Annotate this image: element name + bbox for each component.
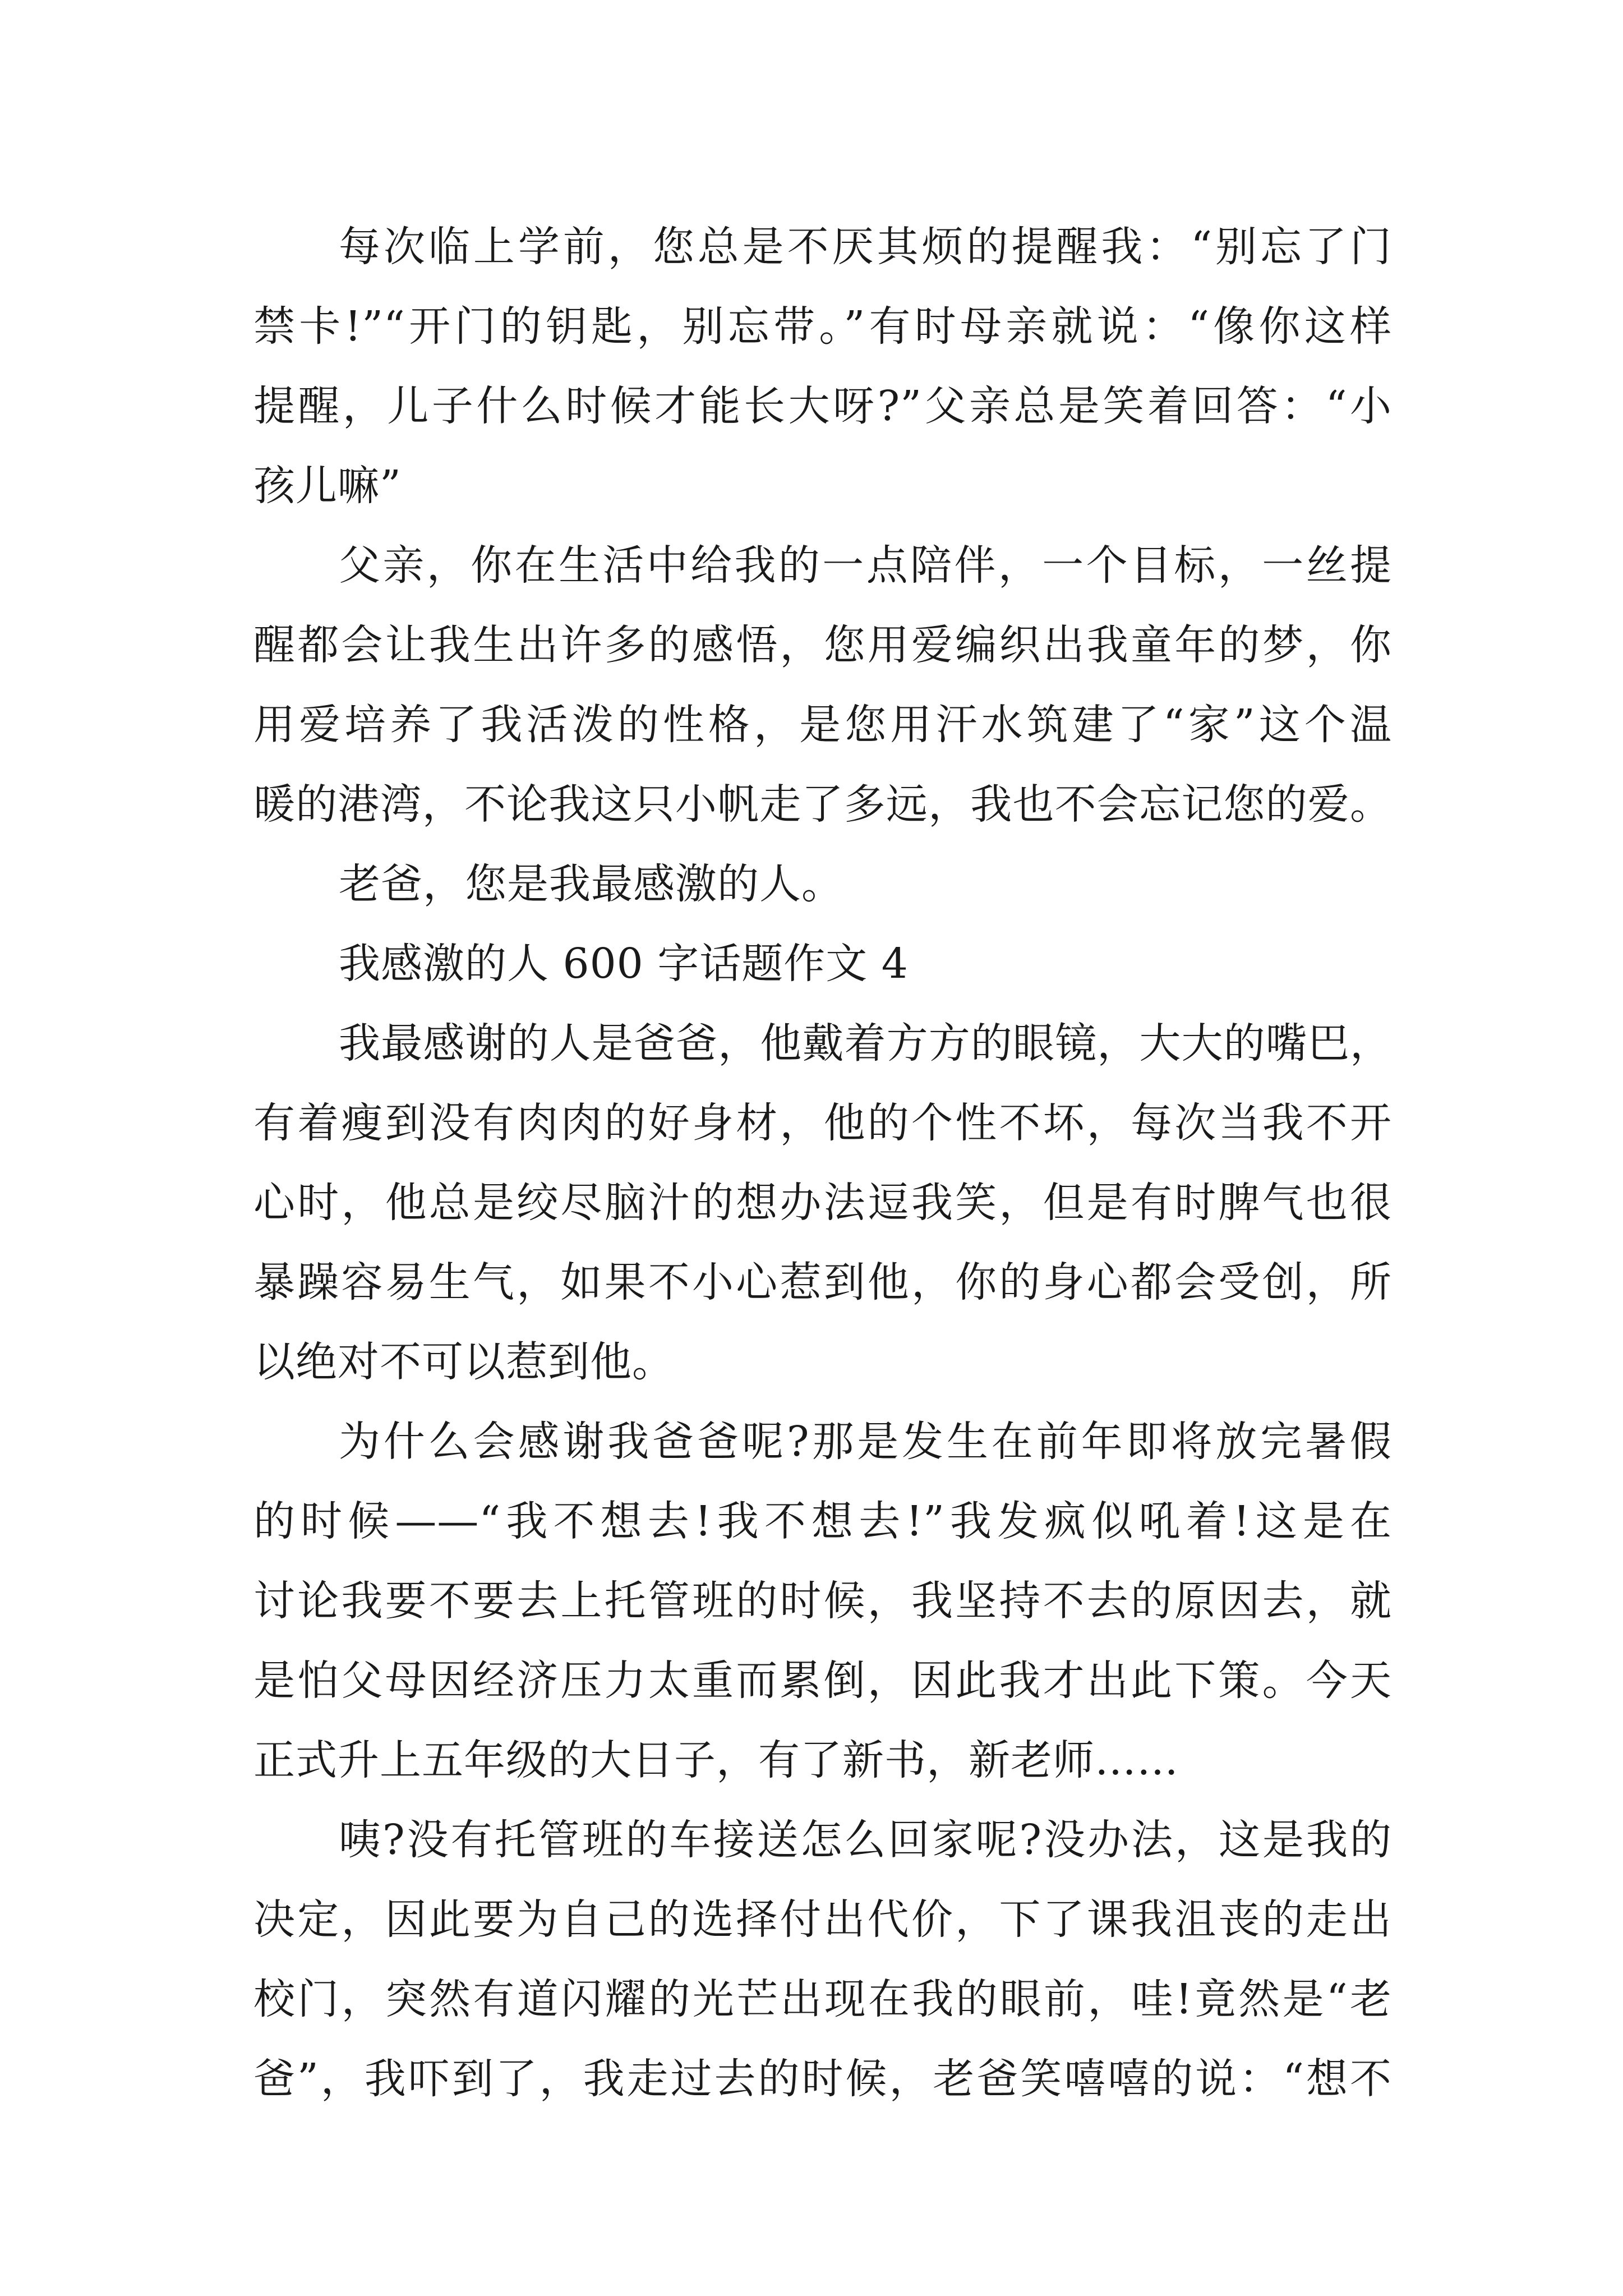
text-line: 提醒，儿子什么时候才能长大呀?”父亲总是笑着回答：“小 <box>253 382 1392 430</box>
text-line: 爸”，我吓到了，我走过去的时候，老爸笑嘻嘻的说：“想不 <box>253 2055 1392 2103</box>
text-line: 是怕父母因经济压力太重而累倒，因此我才出此下策。今天 <box>253 1657 1392 1705</box>
text-line: 以绝对不可以惹到他。 <box>253 1338 674 1386</box>
text-line: 暴躁容易生气，如果不小心惹到他，你的身心都会受创，所 <box>253 1258 1392 1306</box>
text-line: 每次临上学前，您总是不厌其烦的提醒我：“别忘了门 <box>339 223 1392 271</box>
text-line: 孩儿嘛” <box>253 462 402 510</box>
text-line: 心时，他总是绞尽脑汁的想办法逗我笑，但是有时脾气也很 <box>253 1179 1392 1227</box>
text-line: 用爱培养了我活泼的性格，是您用汗水筑建了“家”这个温 <box>253 701 1392 749</box>
text-line: 为什么会感谢我爸爸呢?那是发生在前年即将放完暑假 <box>339 1418 1392 1466</box>
text-line: 的时候——“我不想去!我不想去!”我发疯似吼着!这是在 <box>253 1497 1392 1545</box>
text-line: 校门，突然有道闪耀的光芒出现在我的眼前，哇!竟然是“老 <box>253 1975 1392 2023</box>
text-line: 决定，因此要为自己的选择付出代价，下了课我沮丧的走出 <box>253 1895 1392 1944</box>
text-line: 暖的港湾，不论我这只小帆走了多远，我也不会忘记您的爱。 <box>253 780 1392 829</box>
text-line: 我最感谢的人是爸爸，他戴着方方的眼镜，大大的嘴巴， <box>339 1019 1392 1068</box>
text-line: 讨论我要不要去上托管班的时候，我坚持不去的原因去，就 <box>253 1577 1392 1625</box>
text-line: 有着瘦到没有肉肉的好身材，他的个性不坏，每次当我不开 <box>253 1099 1392 1147</box>
text-line: 醒都会让我生出许多的感悟，您用爱编织出我童年的梦，你 <box>253 621 1392 669</box>
text-line: 咦?没有托管班的车接送怎么回家呢?没办法，这是我的 <box>339 1816 1392 1864</box>
section-heading: 我感激的人 600 字话题作文 4 <box>339 940 909 988</box>
text-line: 正式升上五年级的大日子，有了新书，新老师…… <box>253 1736 1179 1784</box>
text-line: 禁卡!”“开门的钥匙，别忘带。”有时母亲就说：“像你这样 <box>253 302 1392 351</box>
text-line: 老爸，您是我最感激的人。 <box>339 860 843 908</box>
text-line: 父亲，你在生活中给我的一点陪伴，一个目标，一丝提 <box>339 541 1392 590</box>
